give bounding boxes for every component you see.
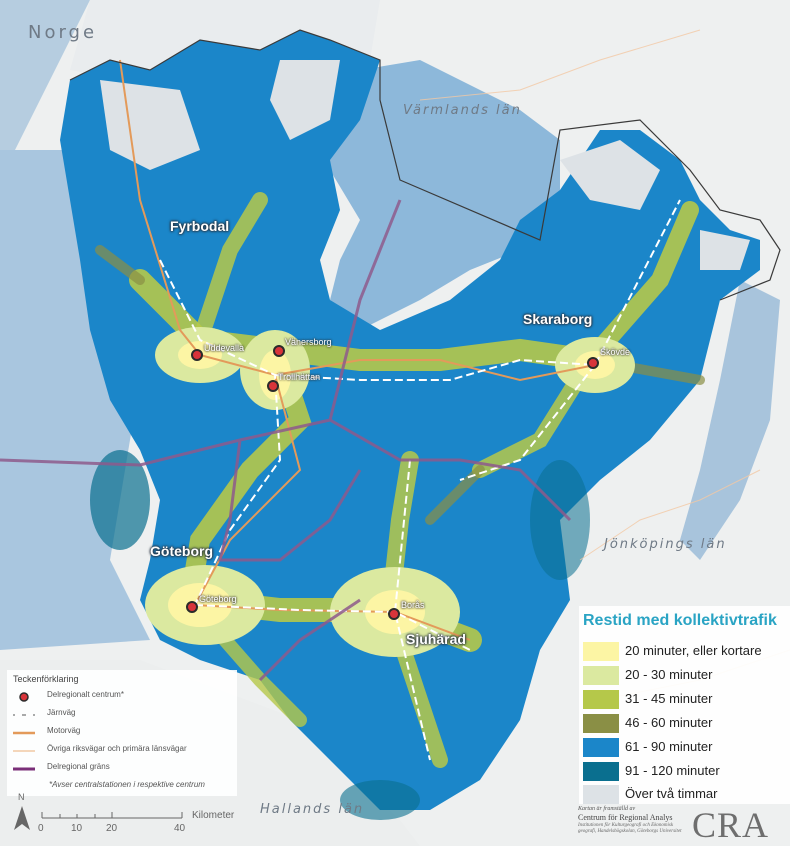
center-marker-goteborg <box>186 601 198 613</box>
legend-label: 46 - 60 minuter <box>625 715 713 730</box>
key-note: *Avser centralstationen i respektive centrum <box>49 780 205 789</box>
region-label-fyrbodal: Fyrbodal <box>170 218 230 234</box>
legend-item <box>583 688 788 708</box>
boundary-icon <box>13 764 35 774</box>
legend-swatch <box>583 690 619 709</box>
scale-bar <box>10 792 270 842</box>
key-label: Motorväg <box>47 726 81 735</box>
label-halland: Hallands län <box>260 802 365 817</box>
legend-item <box>583 736 788 756</box>
legend-swatch <box>583 714 619 733</box>
region-label-sjuharad: Sjuhärad <box>406 631 466 647</box>
map-key <box>7 670 237 796</box>
region-label-skaraborg: Skaraborg <box>523 311 593 327</box>
motorway-icon <box>13 728 35 738</box>
railway-icon <box>13 710 35 720</box>
key-label: Delregionalt centrum* <box>47 690 124 699</box>
legend-swatch <box>583 738 619 757</box>
scale-unit: Kilometer <box>192 810 235 821</box>
legend-label: Över två timmar <box>625 786 718 801</box>
key-label: Delregional gräns <box>47 762 110 771</box>
center-label-boras: Borås <box>401 600 425 610</box>
travel-time-legend <box>579 606 790 804</box>
center-marker-boras <box>388 608 400 620</box>
credit-block <box>576 806 790 846</box>
legend-label: 20 - 30 minuter <box>625 667 713 682</box>
legend-item <box>583 760 788 780</box>
legend-title: Restid med kollektivtrafik <box>583 612 777 629</box>
legend-label: 20 minuter, eller kortare <box>625 643 762 658</box>
key-title: Teckenförklaring <box>13 674 79 684</box>
legend-item <box>583 664 788 684</box>
key-label: Järnväg <box>47 708 76 717</box>
label-norge: Norge <box>28 22 98 43</box>
center-marker-vanersborg <box>273 345 285 357</box>
center-label-skovde: Skövde <box>600 347 631 357</box>
north-arrow-icon <box>14 806 30 830</box>
north-label: N <box>18 792 25 802</box>
legend-item <box>583 783 788 803</box>
center-label-trollhattan: Trollhättan <box>278 372 321 382</box>
center-label-uddevalla: Uddevalla <box>204 343 245 353</box>
legend-item <box>583 712 788 732</box>
credit-org: Centrum för Regional Analys <box>578 813 673 822</box>
cra-logo: CRA <box>692 805 770 845</box>
region-label-goteborg: Göteborg <box>150 543 213 559</box>
center-label-vanersborg: Vänersborg <box>285 337 332 347</box>
credit-line: geografi, Handelshögskolan, Göteborgs Universitet <box>578 829 682 834</box>
key-label: Övriga riksvägar och primära länsvägar <box>47 744 187 753</box>
legend-label: 31 - 45 minuter <box>625 691 713 706</box>
center-marker-icon <box>13 692 35 702</box>
legend-swatch <box>583 785 619 804</box>
scale-tick: 0 <box>38 823 44 834</box>
legend-label: 61 - 90 minuter <box>625 739 713 754</box>
center-marker-skovde <box>587 357 599 369</box>
road-icon <box>13 746 35 756</box>
scale-tick: 20 <box>106 823 118 834</box>
legend-item <box>583 640 788 660</box>
legend-swatch <box>583 762 619 781</box>
scale-tick: 40 <box>174 823 186 834</box>
label-jonkoping: Jönköpings län <box>604 537 727 552</box>
center-marker-uddevalla <box>191 349 203 361</box>
center-label-goteborg: Göteborg <box>199 594 237 604</box>
legend-swatch <box>583 642 619 661</box>
legend-swatch <box>583 666 619 685</box>
scale-tick: 10 <box>71 823 83 834</box>
legend-label: 91 - 120 minuter <box>625 763 720 778</box>
credit-line: Kartan är framställd av <box>578 806 636 812</box>
credit-line: Institutionen för Kulturgeografi och Ekonomisk <box>578 823 674 828</box>
label-varmland: Värmlands län <box>403 103 522 118</box>
